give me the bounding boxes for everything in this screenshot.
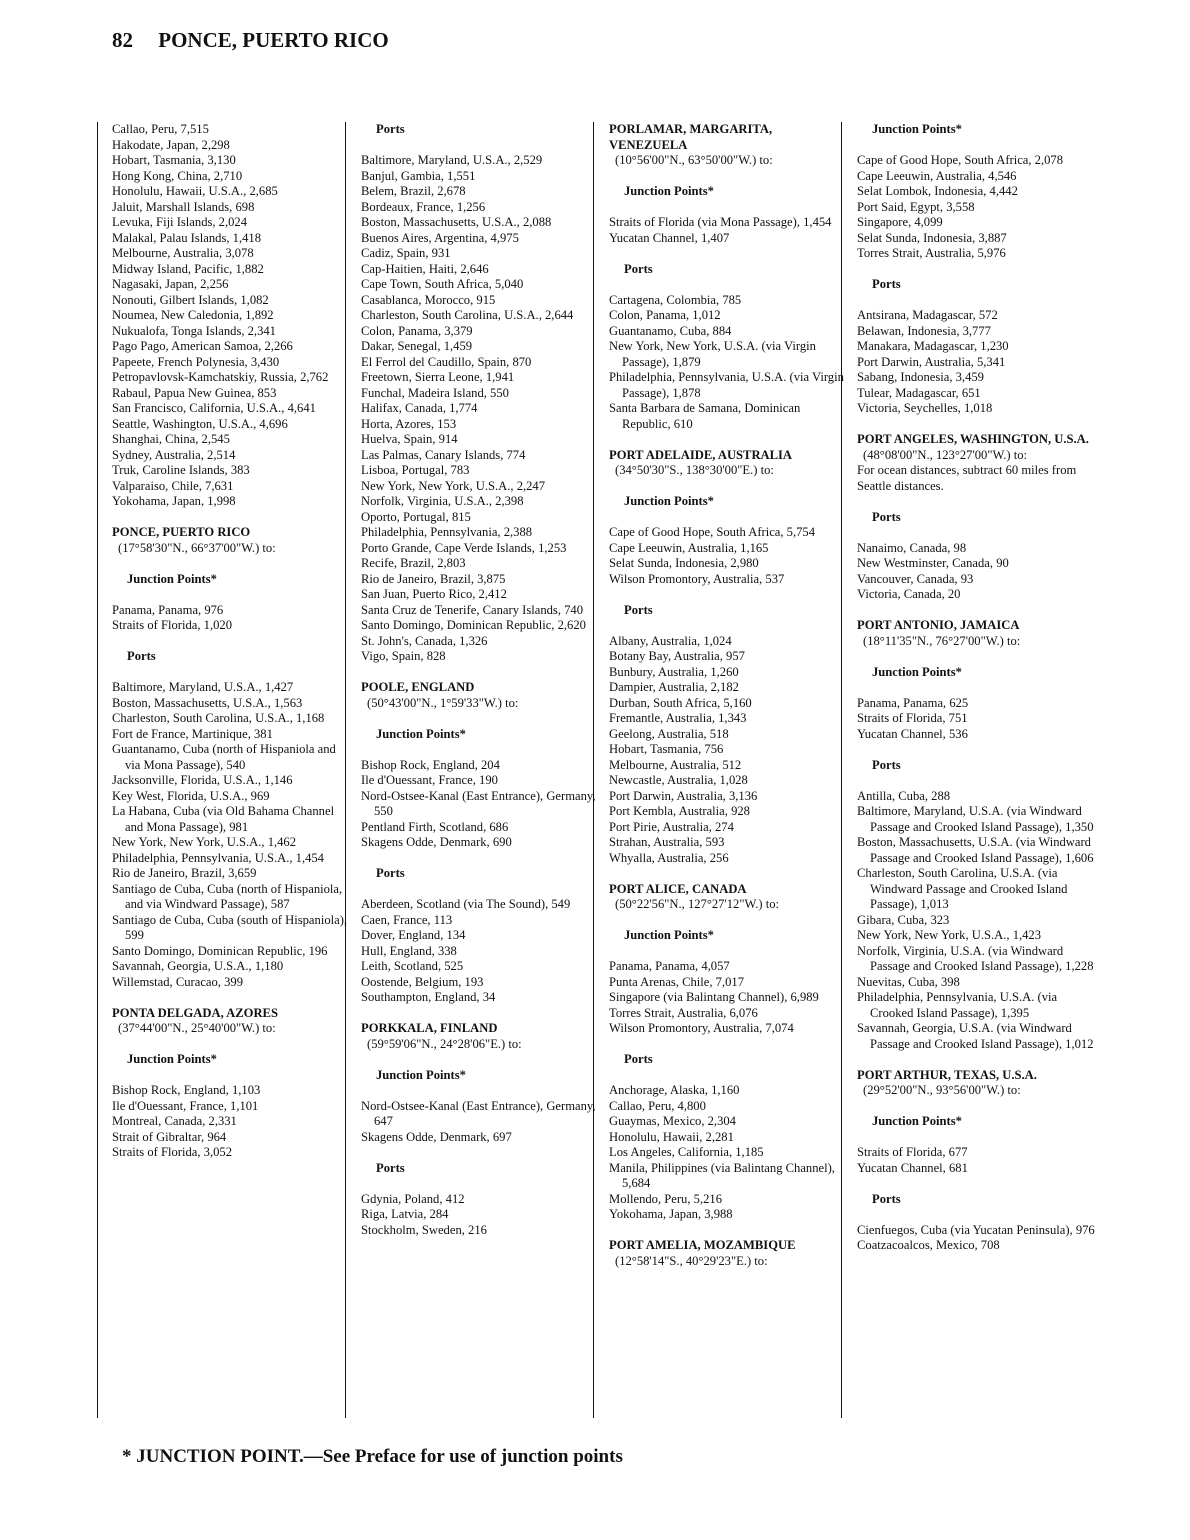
- port-entry: Buenos Aires, Argentina, 4,975: [361, 230, 519, 245]
- ports-heading: Ports: [127, 649, 156, 663]
- port-entry: Valparaiso, Chile, 7,631: [112, 478, 234, 493]
- junction-entry: Ile d'Ouessant, France, 190: [361, 773, 498, 787]
- port-entry: Callao, Peru, 7,515: [112, 122, 209, 136]
- port-entry: Rio de Janeiro, Brazil, 3,659: [112, 866, 257, 880]
- port-entry: Stockholm, Sweden, 216: [361, 1222, 487, 1237]
- port-entry: Huelva, Spain, 914: [361, 432, 458, 446]
- ports-heading: Ports: [376, 1160, 405, 1175]
- junction-list: [609, 525, 849, 587]
- port-entry: Cape Leeuwin, Australia, 4,546: [857, 168, 1017, 183]
- junction-entry: Yucatan Channel, 681: [857, 1160, 968, 1175]
- port-coordinates: (10°56'00"N., 63°50'00"W.) to:: [615, 153, 773, 167]
- ports-heading: Ports: [376, 866, 405, 880]
- port-entry: Santiago de Cuba, Cuba (north of Hispaniola, and via Windward Passage), 587: [112, 881, 343, 911]
- port-entry: Charleston, South Carolina, U.S.A., 2,644: [361, 308, 574, 322]
- port-entry: Cadiz, Spain, 931: [361, 246, 451, 260]
- port-entry: Belem, Brazil, 2,678: [361, 184, 466, 198]
- port-entry: Halifax, Canada, 1,774: [361, 401, 478, 415]
- port-entry: El Ferrol del Caudillo, Spain, 870: [361, 354, 532, 369]
- ports-list: [609, 1083, 849, 1223]
- ports-list: [857, 1223, 1097, 1254]
- port-entry: Hobart, Tasmania, 3,130: [112, 153, 236, 167]
- port-entry: Melbourne, Australia, 512: [609, 757, 742, 772]
- port-entry: Noumea, New Caledonia, 1,892: [112, 308, 274, 322]
- junction-heading: Junction Points*: [376, 726, 466, 741]
- port-entry: Hakodate, Japan, 2,298: [112, 137, 230, 152]
- port-entry: Coatzacoalcos, Mexico, 708: [857, 1238, 1000, 1252]
- port-entry: Nanaimo, Canada, 98: [857, 540, 967, 555]
- port-entry: Nonouti, Gilbert Islands, 1,082: [112, 292, 269, 307]
- junction-list: [361, 758, 601, 851]
- port-entry: Porto Grande, Cape Verde Islands, 1,253: [361, 540, 567, 555]
- spacer: [857, 1176, 1097, 1192]
- port-entry: Charleston, South Carolina, U.S.A., 1,168: [112, 711, 325, 725]
- junction-entry: Punta Arenas, Chile, 7,017: [609, 974, 745, 989]
- footnote: * JUNCTION POINT.—See Preface for use of junction points: [122, 1446, 623, 1467]
- port-entry: Sydney, Australia, 2,514: [112, 447, 236, 462]
- port-heading: PORT AMELIA, MOZAMBIQUE: [609, 1238, 796, 1252]
- junction-entry: Strait of Gibraltar, 964: [112, 1129, 227, 1144]
- port-entry: Norfolk, Virginia, U.S.A., 2,398: [361, 494, 524, 508]
- port-entry: Santiago de Cuba, Cuba (south of Hispaniola), 599: [112, 912, 348, 942]
- junction-entry: Montreal, Canada, 2,331: [112, 1114, 237, 1128]
- ports-list: [112, 680, 352, 990]
- junction-entry: Torres Strait, Australia, 6,076: [609, 1005, 758, 1020]
- column-1: [112, 122, 352, 1161]
- port-entry: Baltimore, Maryland, U.S.A. (via Windward Passage and Crooked Island Passage), 1,350: [857, 804, 1094, 834]
- port-entry: New York, New York, U.S.A., 1,462: [112, 835, 297, 849]
- port-entry: Geelong, Australia, 518: [609, 726, 729, 741]
- port-heading: PORT ALICE, CANADA: [609, 881, 747, 896]
- port-entry: Selat Sunda, Indonesia, 3,887: [857, 230, 1007, 245]
- junction-entry: Skagens Odde, Denmark, 690: [361, 835, 512, 849]
- junction-entry: Wilson Promontory, Australia, 7,074: [609, 1021, 794, 1035]
- port-entry: Las Palmas, Canary Islands, 774: [361, 447, 526, 462]
- port-heading: PORLAMAR, MARGARITA, VENEZUELA: [609, 122, 773, 152]
- ports-heading: Ports: [872, 757, 901, 772]
- port-entry: Nuevitas, Cuba, 398: [857, 974, 960, 989]
- port-entry: Bordeaux, France, 1,256: [361, 199, 486, 214]
- page-header: [112, 28, 389, 53]
- port-entry: Cape Town, South Africa, 5,040: [361, 277, 524, 291]
- spacer: [361, 1145, 601, 1161]
- port-entry: Baltimore, Maryland, U.S.A., 2,529: [361, 153, 543, 167]
- junction-list: [609, 959, 849, 1037]
- port-entry: Fremantle, Australia, 1,343: [609, 711, 747, 725]
- page-title: PONCE, PUERTO RICO: [158, 28, 389, 52]
- spacer: [857, 742, 1097, 758]
- ports-heading: Ports: [624, 1052, 653, 1066]
- port-entry: Caen, France, 113: [361, 912, 453, 927]
- port-entry: Port Kembla, Australia, 928: [609, 804, 750, 818]
- port-entry: New York, New York, U.S.A., 1,423: [857, 928, 1042, 942]
- ports-list: [857, 541, 1097, 603]
- ports-list: [361, 1192, 601, 1239]
- port-entry: Boston, Massachusetts, U.S.A., 2,088: [361, 215, 552, 229]
- port-entry: Bunbury, Australia, 1,260: [609, 664, 739, 679]
- port-heading: PORT ANGELES, WASHINGTON, U.S.A.: [857, 432, 1089, 446]
- junction-heading: Junction Points*: [624, 928, 714, 942]
- port-entry: Papeete, French Polynesia, 3,430: [112, 354, 280, 369]
- ports-list: [361, 897, 601, 1006]
- port-coordinates: (18°11'35"N., 76°27'00"W.) to:: [863, 633, 1021, 648]
- port-entry: Melbourne, Australia, 3,078: [112, 246, 254, 260]
- port-entry: Dakar, Senegal, 1,459: [361, 339, 473, 353]
- port-entry: Cartagena, Colombia, 785: [609, 292, 742, 307]
- continued-list: [112, 122, 352, 510]
- port-entry: Cap-Haitien, Haiti, 2,646: [361, 261, 489, 276]
- port-entry: Philadelphia, Pennsylvania, U.S.A. (via Virgin Passage), 1,878: [609, 370, 844, 400]
- port-coordinates: (17°58'30"N., 66°37'00"W.) to:: [118, 540, 276, 555]
- junction-list: [361, 1099, 601, 1146]
- port-entry: Rabaul, Papua New Guinea, 853: [112, 385, 277, 400]
- port-entry: Mollendo, Peru, 5,216: [609, 1191, 722, 1206]
- port-entry: Port Darwin, Australia, 5,341: [857, 354, 1006, 369]
- ports-list: [609, 293, 849, 433]
- port-entry: Hong Kong, China, 2,710: [112, 168, 243, 183]
- column-rule-1: [97, 122, 98, 1418]
- junction-heading: Junction Points*: [872, 1114, 962, 1128]
- junction-entry: Bishop Rock, England, 1,103: [112, 1083, 261, 1097]
- port-coordinates: (48°08'00"N., 123°27'00"W.) to:: [863, 447, 1028, 462]
- spacer: [609, 587, 849, 603]
- junction-list: [857, 696, 1097, 743]
- port-entry: Santa Barbara de Samana, Dominican Republic, 610: [609, 401, 801, 431]
- spacer: [609, 1037, 849, 1053]
- junction-entry: Skagens Odde, Denmark, 697: [361, 1129, 512, 1144]
- port-entry: New York, New York, U.S.A. (via Virgin Passage), 1,879: [609, 339, 816, 369]
- port-section: [609, 1238, 849, 1269]
- junction-list: [112, 603, 352, 634]
- junction-entry: Singapore (via Balintang Channel), 6,989: [609, 990, 819, 1004]
- port-coordinates: (37°44'00"N., 25°40'00"W.) to:: [118, 1021, 276, 1035]
- port-entry: Petropavlovsk-Kamchatskiy, Russia, 2,762: [112, 370, 329, 384]
- junction-entry: Straits of Florida, 3,052: [112, 1145, 232, 1159]
- column-4: [857, 122, 1097, 1254]
- port-entry: Banjul, Gambia, 1,551: [361, 168, 476, 183]
- port-entry: Callao, Peru, 4,800: [609, 1098, 706, 1113]
- port-entry: Antilla, Cuba, 288: [857, 788, 951, 803]
- junction-heading: Junction Points*: [872, 122, 962, 136]
- port-entry: New Westminster, Canada, 90: [857, 556, 1009, 570]
- port-entry: Yokohama, Japan, 3,988: [609, 1207, 733, 1221]
- port-entry: Southampton, England, 34: [361, 990, 496, 1004]
- ports-heading: Ports: [624, 261, 653, 276]
- junction-heading: Junction Points*: [872, 664, 962, 679]
- continued-ports-list: [857, 308, 1097, 417]
- port-entry: Vigo, Spain, 828: [361, 649, 446, 663]
- page-number: 82: [112, 28, 133, 52]
- port-entry: Jaluit, Marshall Islands, 698: [112, 199, 255, 214]
- port-entry: Gdynia, Poland, 412: [361, 1191, 465, 1206]
- port-section: [609, 882, 849, 1223]
- ports-heading: Ports: [872, 509, 901, 524]
- port-entry: Antsirana, Madagascar, 572: [857, 308, 998, 322]
- port-entry: Philadelphia, Pennsylvania, 2,388: [361, 525, 533, 539]
- port-section: [857, 432, 1097, 603]
- junction-entry: Panama, Panama, 976: [112, 602, 224, 617]
- port-entry: Santo Domingo, Dominican Republic, 196: [112, 943, 328, 958]
- port-entry: Tulear, Madagascar, 651: [857, 385, 981, 400]
- port-entry: Port Darwin, Australia, 3,136: [609, 788, 758, 803]
- port-entry: Colon, Panama, 3,379: [361, 323, 473, 338]
- junction-entry: Straits of Florida, 1,020: [112, 618, 232, 632]
- port-heading: PONTA DELGADA, AZORES: [112, 1005, 278, 1020]
- port-entry: Aberdeen, Scotland (via The Sound), 549: [361, 897, 571, 911]
- port-entry: Singapore, 4,099: [857, 215, 943, 229]
- port-entry: Anchorage, Alaska, 1,160: [609, 1083, 740, 1097]
- junction-entry: Yucatan Channel, 536: [857, 726, 968, 741]
- port-entry: Vancouver, Canada, 93: [857, 571, 974, 586]
- port-entry: Dover, England, 134: [361, 928, 466, 942]
- port-entry: Nagasaki, Japan, 2,256: [112, 277, 229, 291]
- port-entry: Guantanamo, Cuba, 884: [609, 323, 732, 338]
- port-entry: Funchal, Madeira Island, 550: [361, 385, 509, 400]
- port-entry: Santo Domingo, Dominican Republic, 2,620: [361, 618, 586, 632]
- continued-list: [361, 153, 601, 665]
- port-entry: Durban, South Africa, 5,160: [609, 695, 752, 710]
- port-entry: Norfolk, Virginia, U.S.A. (via Windward Passage and Crooked Island Passage), 1,228: [857, 943, 1094, 973]
- port-entry: Midway Island, Pacific, 1,882: [112, 261, 264, 276]
- port-entry: Dampier, Australia, 2,182: [609, 680, 739, 694]
- ports-list: [857, 789, 1097, 1053]
- port-heading: PORKKALA, FINLAND: [361, 1021, 498, 1035]
- port-entry: Oporto, Portugal, 815: [361, 509, 471, 524]
- port-entry: Levuka, Fiji Islands, 2,024: [112, 215, 248, 229]
- port-section: [112, 1006, 352, 1161]
- junction-entry: Panama, Panama, 625: [857, 695, 969, 710]
- junction-heading: Junction Points*: [624, 184, 714, 198]
- port-entry: Truk, Caroline Islands, 383: [112, 463, 250, 477]
- port-entry: Jacksonville, Florida, U.S.A., 1,146: [112, 773, 293, 787]
- continued-list: [857, 153, 1097, 262]
- port-coordinates: (34°50'30"S., 138°30'00"E.) to:: [615, 463, 774, 477]
- junction-entry: Pentland Firth, Scotland, 686: [361, 819, 509, 834]
- port-entry: New York, New York, U.S.A., 2,247: [361, 478, 546, 493]
- port-entry: Whyalla, Australia, 256: [609, 850, 729, 865]
- port-entry: Albany, Australia, 1,024: [609, 633, 732, 648]
- column-3: [609, 122, 849, 1269]
- port-entry: Nukualofa, Tonga Islands, 2,341: [112, 323, 276, 338]
- port-section: [609, 122, 849, 432]
- port-entry: Hull, England, 338: [361, 943, 457, 958]
- ports-list: [609, 634, 849, 867]
- port-entry: Horta, Azores, 153: [361, 416, 457, 431]
- port-entry: Oostende, Belgium, 193: [361, 974, 484, 989]
- port-entry: Honolulu, Hawaii, U.S.A., 2,685: [112, 184, 278, 198]
- port-entry: Pago Pago, American Samoa, 2,266: [112, 339, 293, 353]
- port-entry: Strahan, Australia, 593: [609, 835, 725, 849]
- port-entry: Botany Bay, Australia, 957: [609, 649, 745, 663]
- port-entry: Los Angeles, California, 1,185: [609, 1145, 764, 1159]
- junction-entry: Cape Leeuwin, Australia, 1,165: [609, 540, 769, 555]
- port-entry: Malakal, Palau Islands, 1,418: [112, 230, 261, 245]
- port-entry: Manakara, Madagascar, 1,230: [857, 339, 1009, 353]
- port-entry: Philadelphia, Pennsylvania, U.S.A. (via Crooked Island Passage), 1,395: [857, 990, 1058, 1020]
- port-entry: Victoria, Seychelles, 1,018: [857, 401, 993, 415]
- ports-heading: Ports: [624, 602, 653, 617]
- junction-heading: Junction Points*: [376, 1067, 466, 1082]
- spacer: [112, 634, 352, 650]
- junction-heading: Junction Points*: [127, 1052, 217, 1066]
- port-section: [361, 680, 601, 1006]
- junction-entry: Straits of Florida, 751: [857, 711, 968, 725]
- port-entry: Guantanamo, Cuba (north of Hispaniola and via Mona Passage), 540: [112, 742, 336, 772]
- port-coordinates: (50°22'56"N., 127°27'12"W.) to:: [615, 897, 780, 911]
- port-entry: Gibara, Cuba, 323: [857, 912, 950, 927]
- port-entry: Cape of Good Hope, South Africa, 2,078: [857, 153, 1064, 167]
- port-entry: Lisboa, Portugal, 783: [361, 463, 470, 477]
- port-coordinates: (29°52'00"N., 93°56'00"W.) to:: [863, 1083, 1021, 1097]
- port-entry: Hobart, Tasmania, 756: [609, 742, 724, 756]
- port-entry: Newcastle, Australia, 1,028: [609, 773, 748, 787]
- port-coordinates: (59°59'06"N., 24°28'06"E.) to:: [367, 1036, 522, 1051]
- spacer: [609, 246, 849, 262]
- junction-list: [857, 1145, 1097, 1176]
- spacer: [361, 851, 601, 867]
- junction-list: [112, 1083, 352, 1161]
- port-entry: Cienfuegos, Cuba (via Yucatan Peninsula), 976: [857, 1222, 1095, 1237]
- port-entry: Victoria, Canada, 20: [857, 587, 961, 601]
- port-heading: PORT ANTONIO, JAMAICA: [857, 618, 1020, 632]
- port-entry: Manila, Philippines (via Balintang Channel), 5,684: [609, 1160, 835, 1190]
- port-entry: Willemstad, Curacao, 399: [112, 974, 243, 989]
- port-entry: Sabang, Indonesia, 3,459: [857, 370, 984, 384]
- port-entry: Fort de France, Martinique, 381: [112, 726, 273, 741]
- junction-entry: Ile d'Ouessant, France, 1,101: [112, 1098, 259, 1113]
- port-entry: La Habana, Cuba (via Old Bahama Channel and Mona Passage), 981: [112, 804, 335, 834]
- port-heading: PORT ADELAIDE, AUSTRALIA: [609, 447, 793, 462]
- ports-heading: Ports: [872, 1191, 901, 1206]
- port-entry: Savannah, Georgia, U.S.A. (via Windward Passage and Crooked Island Passage), 1,012: [857, 1021, 1094, 1051]
- junction-heading: Junction Points*: [624, 494, 714, 508]
- junction-entry: Wilson Promontory, Australia, 537: [609, 571, 785, 586]
- junction-entry: Selat Sunda, Indonesia, 2,980: [609, 556, 759, 570]
- ports-heading: Ports: [872, 277, 901, 291]
- port-entry: Charleston, South Carolina, U.S.A. (via Windward Passage and Crooked Island Passage), 1,013: [857, 866, 1068, 911]
- port-section: [857, 1068, 1097, 1254]
- port-entry: Santa Cruz de Tenerife, Canary Islands, 740: [361, 602, 584, 617]
- port-entry: Boston, Massachusetts, U.S.A. (via Windward Passage and Crooked Island Passage), 1,606: [857, 835, 1094, 865]
- junction-entry: Panama, Panama, 4,057: [609, 959, 730, 973]
- ports-heading: Ports: [376, 122, 405, 136]
- port-entry: Port Pirie, Australia, 274: [609, 819, 734, 834]
- port-heading: PORT ARTHUR, TEXAS, U.S.A.: [857, 1067, 1037, 1082]
- port-entry: Guaymas, Mexico, 2,304: [609, 1114, 736, 1128]
- port-entry: Savannah, Georgia, U.S.A., 1,180: [112, 959, 284, 973]
- port-heading: PONCE, PUERTO RICO: [112, 525, 251, 539]
- port-entry: Boston, Massachusetts, U.S.A., 1,563: [112, 695, 303, 710]
- port-entry: Belawan, Indonesia, 3,777: [857, 323, 991, 338]
- port-section: [857, 618, 1097, 1052]
- port-entry: San Francisco, California, U.S.A., 4,641: [112, 401, 316, 415]
- port-entry: Port Said, Egypt, 3,558: [857, 199, 975, 214]
- port-section: [609, 448, 849, 867]
- junction-entry: Straits of Florida (via Mona Passage), 1,454: [609, 215, 832, 229]
- port-entry: Seattle, Washington, U.S.A., 4,696: [112, 416, 288, 431]
- port-entry: San Juan, Puerto Rico, 2,412: [361, 587, 507, 601]
- port-entry: Freetown, Sierra Leone, 1,941: [361, 370, 515, 384]
- section-note: For ocean distances, subtract 60 miles from Seattle distances.: [857, 463, 1077, 493]
- port-heading: POOLE, ENGLAND: [361, 680, 475, 694]
- junction-entry: Nord-Ostsee-Kanal (East Entrance), Germany, 647: [361, 1098, 596, 1128]
- column-2: [361, 122, 601, 1238]
- junction-entry: Nord-Ostsee-Kanal (East Entrance), Germany, 550: [361, 788, 596, 818]
- junction-entry: Bishop Rock, England, 204: [361, 757, 500, 772]
- port-entry: Key West, Florida, U.S.A., 969: [112, 788, 270, 803]
- port-coordinates: (12°58'14"S., 40°29'23"E.) to:: [615, 1253, 768, 1268]
- junction-heading: Junction Points*: [127, 571, 217, 586]
- junction-entry: Yucatan Channel, 1,407: [609, 230, 730, 245]
- port-entry: Rio de Janeiro, Brazil, 3,875: [361, 571, 506, 586]
- port-entry: Philadelphia, Pennsylvania, U.S.A., 1,454: [112, 850, 324, 865]
- junction-entry: Cape of Good Hope, South Africa, 5,754: [609, 525, 816, 539]
- port-entry: Selat Lombok, Indonesia, 4,442: [857, 184, 1018, 198]
- port-entry: Baltimore, Maryland, U.S.A., 1,427: [112, 680, 294, 694]
- port-entry: Recife, Brazil, 2,803: [361, 556, 466, 570]
- port-coordinates: (50°43'00"N., 1°59'33"W.) to:: [367, 695, 519, 710]
- port-entry: Casablanca, Morocco, 915: [361, 292, 496, 307]
- port-entry: Riga, Latvia, 284: [361, 1207, 449, 1221]
- port-entry: Shanghai, China, 2,545: [112, 432, 230, 446]
- port-entry: St. John's, Canada, 1,326: [361, 633, 488, 648]
- port-entry: Torres Strait, Australia, 5,976: [857, 246, 1006, 260]
- port-entry: Honolulu, Hawaii, 2,281: [609, 1129, 734, 1144]
- junction-list: [609, 215, 849, 246]
- port-entry: Leith, Scotland, 525: [361, 959, 464, 973]
- port-entry: Yokohama, Japan, 1,998: [112, 494, 236, 508]
- port-section: [361, 1021, 601, 1238]
- junction-entry: Straits of Florida, 677: [857, 1145, 968, 1159]
- port-entry: Colon, Panama, 1,012: [609, 308, 721, 322]
- port-section: [112, 525, 352, 990]
